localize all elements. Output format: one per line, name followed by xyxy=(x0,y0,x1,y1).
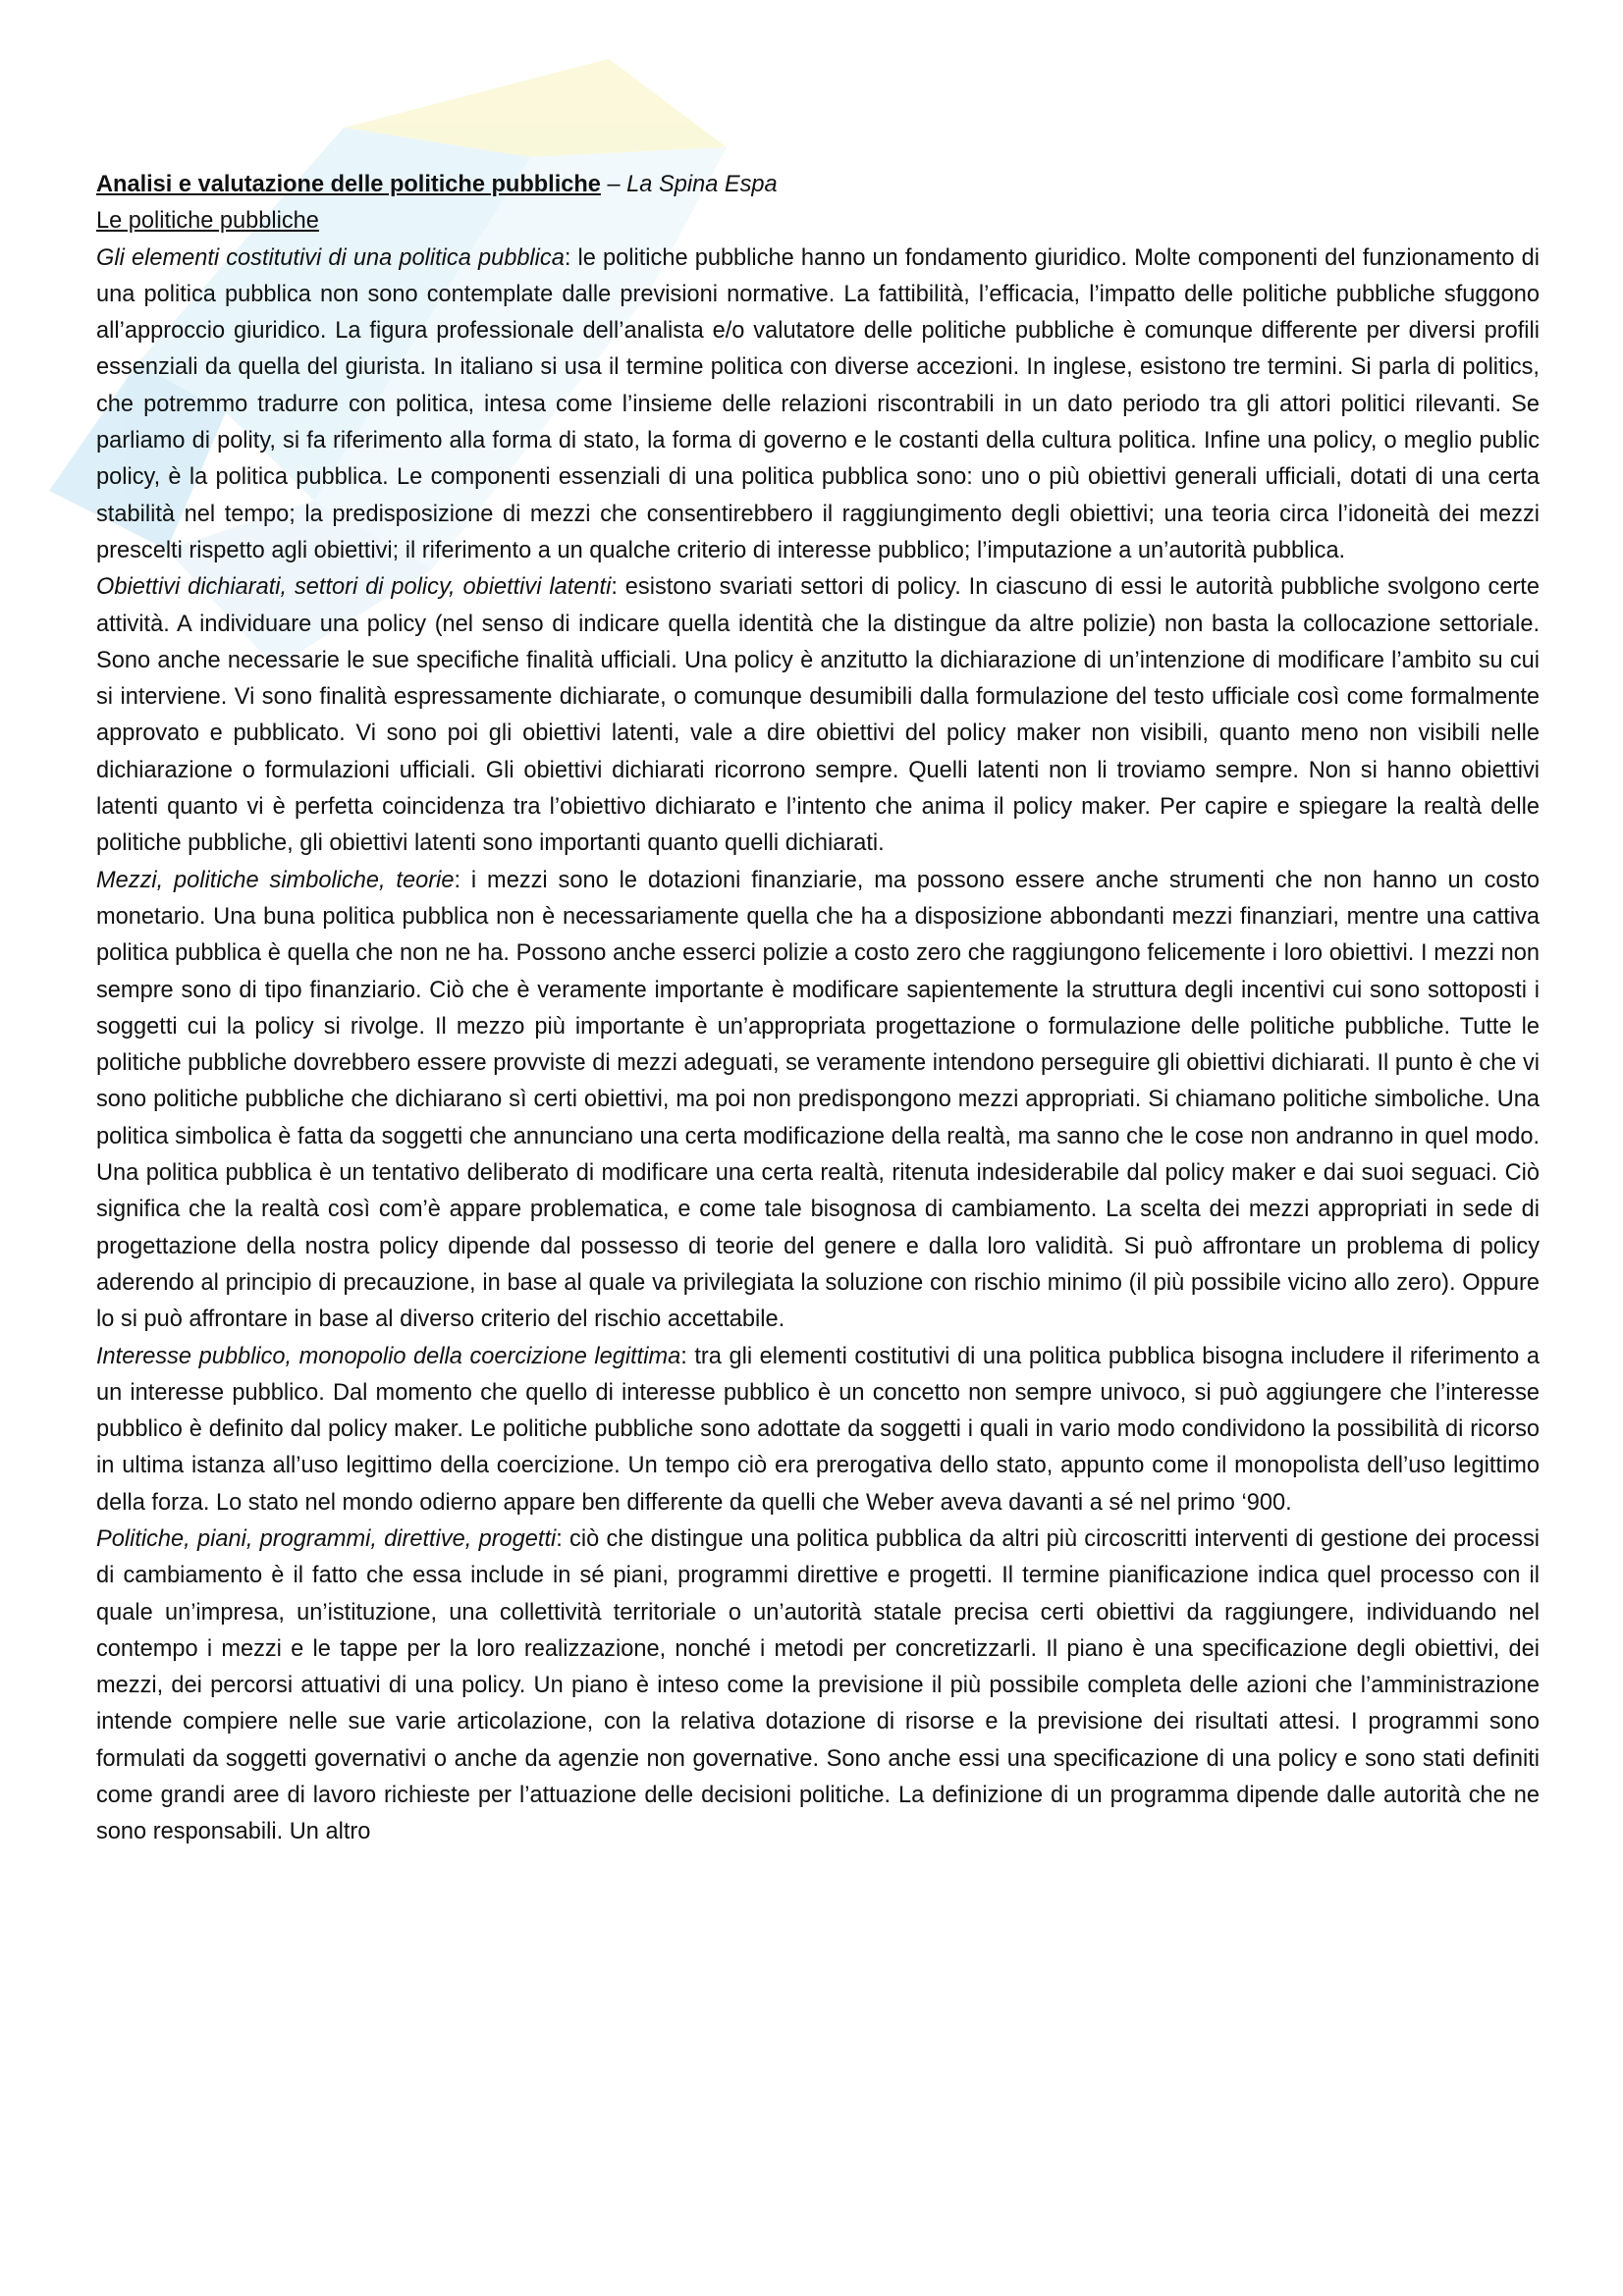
title-separator: – xyxy=(600,172,627,197)
paragraph-lead: Politiche, piani, programmi, direttive, progetti xyxy=(96,1525,557,1552)
paragraph xyxy=(96,1339,1540,1522)
paragraph-body: : ciò che distingue una politica pubblica da altri più circoscritti interventi di gestione dei processi di cambiamento è il fatto che essa include in sé piani, programmi direttive e progetti. Il termine pianificazione indica quel processo con il quale un’impresa, un’istituzione, una collettività territoriale o un’autorità statale precisa certi obiettivi da raggiungere, individuando nel contempo i mezzi e le tappe per la loro realizzazione, nonché i metodi per concretizzarli. Il piano è una specificazione degli obiettivi, dei mezzi, dei percorsi attuativi di una policy. Un piano è inteso come la previsione il più possibile completa delle azioni che l’amministrazione intende compiere nelle sue varie articolazione, con la relativa dotazione di risorse e la previsione dei risultati attesi. I programmi sono formulati da soggetti governativi o anche da agenzie non governative. Sono anche essi una specificazione di una policy e sono stati definiti come grandi aree di lavoro richieste per l’attuazione delle decisioni politiche. La definizione di un programma dipende dalle autorità che ne sono responsabili. Un altro xyxy=(96,1525,1540,1845)
paragraph xyxy=(96,1522,1540,1851)
paragraph-lead: Mezzi, politiche simboliche, teorie xyxy=(96,867,455,893)
document-header xyxy=(96,167,1540,203)
section-heading-line xyxy=(96,203,1540,240)
paragraph-lead: Obiettivi dichiarati, settori di policy, obiettivi latenti xyxy=(96,574,612,601)
paragraph-body: : i mezzi sono le dotazioni finanziarie, ma possono essere anche strumenti che non hanno un costo monetario. Una buna politica pubblica non è necessariamente quella che ha a disposizione abbondanti mezzi finanziari, mentre una cattiva politica pubblica è quella che non ne ha. Possono anche esserci polizie a costo zero che raggiungono felicemente i loro obiettivi. I mezzi non sempre sono di tipo finanziario. Ciò che è veramente importante è modificare sapientemente la struttura degli incentivi cui sono sottoposti i soggetti cui la policy si rivolge. Il mezzo più importante è un’appropriata progettazione o formulazione delle politiche pubbliche. Tutte le politiche pubbliche dovrebbero essere provviste di mezzi adeguati, se veramente intendono perseguire gli obiettivi dichiarati. Il punto è che vi sono politiche pubbliche che dichiarano sì certi obiettivi, ma poi non predispongono mezzi appropriati. Si chiamano politiche simboliche. Una politica simbolica è fatta da soggetti che annunciano una certa modificazione della realtà, ma sanno che le cose non andranno in quel modo. Una politica pubblica è un tentativo deliberato di modificare una certa realtà, ritenuta indesiderabile dal policy maker e dai suoi seguaci. Ciò significa che la realtà così com’è appare problematica, e come tale bisognosa di cambiamento. La scelta dei mezzi appropriati in sede di progettazione della nostra policy dipende dal possesso di teorie del genere e dalla loro validità. Si può affrontare un problema di policy aderendo al principio di precauzione, in base al quale va privilegiata la soluzione con rischio minimo (il più possibile vicino allo zero). Oppure lo si può affrontare in base al diverso criterio del rischio accettabile. xyxy=(96,867,1540,1333)
paragraph-body: : le politiche pubbliche hanno un fondamento giuridico. Molte componenti del funzionamento di una politica pubblica non sono contemplate dalle previsioni normative. La fattibilità, l’efficacia, l’impatto delle politiche pubbliche sfuggono all’approccio giuridico. La figura professionale dell’analista e/o valutatore delle politiche pubbliche è comunque differente per diversi profili essenziali da quella del giurista. In italiano si usa il termine politica con diverse accezioni. In inglese, esistono tre termini. Si parla di politics, che potremmo tradurre con politica, intesa come l’insieme delle relazioni riscontrabili in un dato periodo tra gli attori politici rilevanti. Se parliamo di polity, si fa riferimento alla forma di stato, la forma di governo e le costanti della cultura politica. Infine una policy, o meglio public policy, è la politica pubblica. Le componenti essenziali di una politica pubblica sono: uno o più obiettivi generali ufficiali, dotati di una certa stabilità nel tempo; la predisposizione di mezzi che consentirebbero il raggiungimento degli obiettivi; una teoria circa l’idoneità dei mezzi prescelti rispetto agli obiettivi; il riferimento a un qualche criterio di interesse pubblico; l’imputazione a un’autorità pubblica. xyxy=(96,244,1540,563)
document-title: Analisi e valutazione delle politiche pubbliche xyxy=(96,172,601,197)
document-page xyxy=(96,167,1540,1851)
paragraph-lead: Interesse pubblico, monopolio della coercizione legittima xyxy=(96,1343,681,1369)
paragraph xyxy=(96,240,1540,570)
paragraph-body: : tra gli elementi costitutivi di una politica pubblica bisogna includere il riferimento a un interesse pubblico. Dal momento che quello di interesse pubblico è un concetto non sempre univoco, si può aggiungere che l’interesse pubblico è definito dal policy maker. Le politiche pubbliche sono adottate da soggetti i quali in vario modo condividono la possibilità di ricorso in ultima istanza all’uso legittimo della coercizione. Un tempo ciò era prerogativa dello stato, appunto come il monopolista dell’uso legittimo della forza. Lo stato nel mondo odierno appare ben differente da quelli che Weber aveva davanti a sé nel primo ‘900. xyxy=(96,1343,1540,1516)
paragraph-lead: Gli elementi costitutivi di una politica pubblica xyxy=(96,244,565,271)
paragraph xyxy=(96,863,1540,1339)
paragraph-body: : esistono svariati settori di policy. In ciascuno di essi le autorità pubbliche svolgono certe attività. A individuare una policy (nel senso di indicare quella identità che la distingue da altre polizie) non basta la collocazione settoriale. Sono anche necessarie le sue specifiche finalità ufficiali. Una policy è anzitutto la dichiarazione di un’intenzione di modificare l’ambito su cui si interviene. Vi sono finalità espressamente dichiarate, o comunque desumibili dalla formulazione del testo ufficiale così come formalmente approvato e pubblicato. Vi sono poi gli obiettivi latenti, vale a dire obiettivi del policy maker non visibili, quanto meno non visibili nelle dichiarazione o formulazioni ufficiali. Gli obiettivi dichiarati ricorrono sempre. Quelli latenti non li troviamo sempre. Non si hanno obiettivi latenti quanto vi è perfetta coincidenza tra l’obiettivo dichiarato e l’intento che anima il policy maker. Per capire e spiegare la realtà delle politiche pubbliche, gli obiettivi latenti sono importanti quanto quelli dichiarati. xyxy=(96,574,1540,857)
section-title: Le politiche pubbliche xyxy=(96,208,319,235)
document-authors: La Spina Espa xyxy=(626,172,778,197)
paragraph xyxy=(96,569,1540,862)
